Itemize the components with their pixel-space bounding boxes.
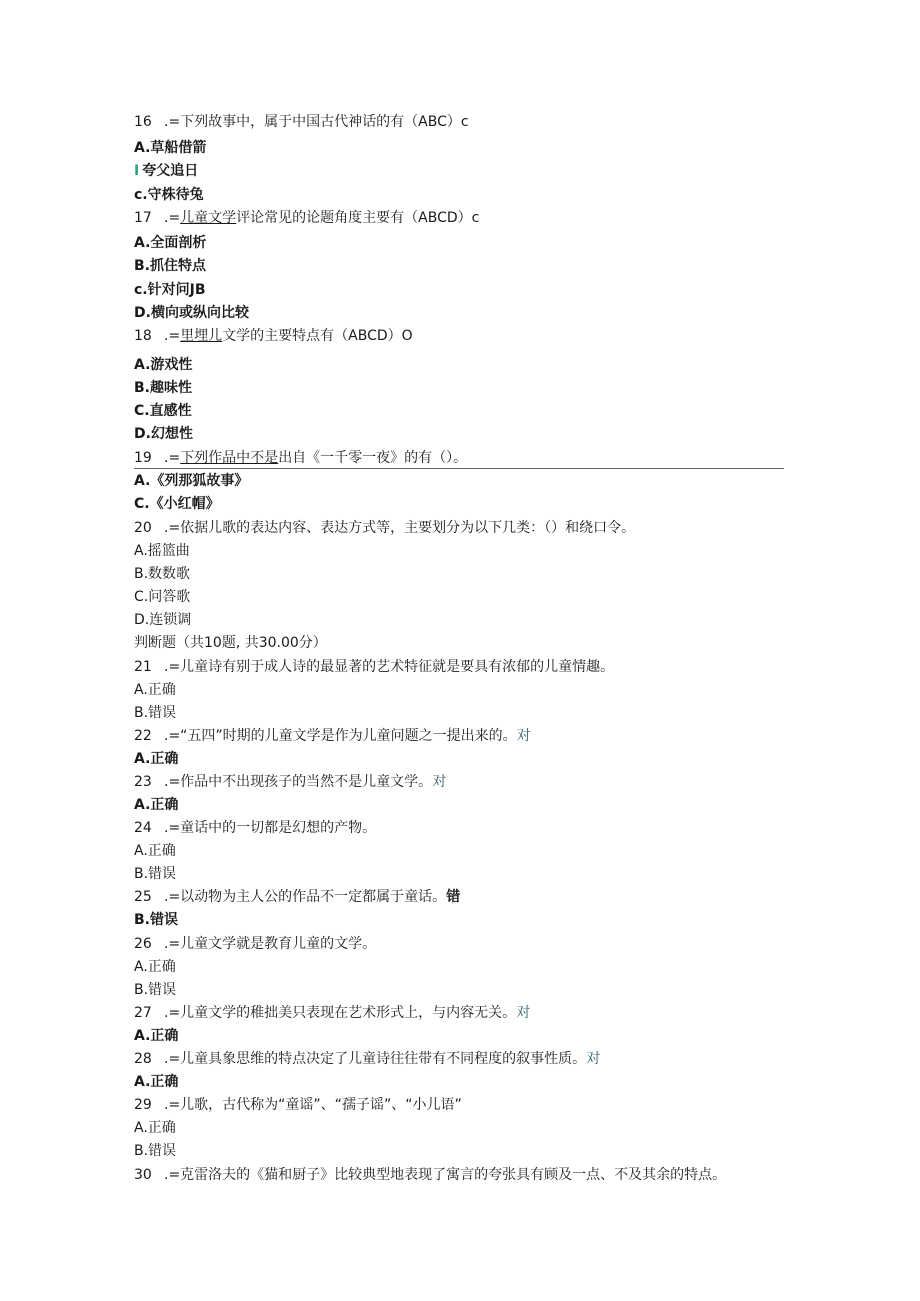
question-number: 21 — [134, 659, 152, 675]
question-number: 22 — [134, 728, 152, 744]
option-a: A.游戏性 — [134, 357, 193, 373]
question-number: 24 — [134, 820, 152, 836]
answer-mark: 对 — [516, 728, 531, 744]
option-c: c.守株待兔 — [134, 187, 204, 203]
answer-mark: 对 — [516, 1005, 531, 1021]
question-number: 29 — [134, 1097, 152, 1113]
question-text: .=下列故事中，属于中国古代神话的有（ABC）c — [164, 114, 469, 130]
option-a: A.正确 — [134, 1074, 179, 1090]
option-a: A.摇篮曲 — [134, 543, 190, 559]
question-22 — [134, 726, 531, 746]
question-30 — [134, 1165, 726, 1185]
question-27 — [134, 1003, 530, 1023]
question-18 — [134, 326, 413, 346]
question-number: 28 — [134, 1051, 152, 1067]
option-d: D.幻想性 — [134, 426, 193, 442]
answer-mark: 对 — [586, 1051, 601, 1067]
question-number: 25 — [134, 889, 152, 905]
question-28 — [134, 1049, 600, 1069]
question-20 — [134, 518, 635, 538]
question-text: 评论常见的论题角度主要有（ABCD）c — [236, 210, 480, 226]
question-text: .=儿童诗有别于成人诗的最显著的艺术特征就是要具有浓郁的儿童情趣。 — [164, 659, 615, 675]
question-text: .=“五四”时期的儿童文学是作为儿童问题之一提出来的。 — [164, 728, 517, 744]
option-a: A.正确 — [134, 797, 179, 813]
question-23 — [134, 772, 446, 792]
option-a: A.草船借箭 — [134, 140, 207, 156]
option-b-label: 夸父追日 — [142, 163, 199, 179]
option-b: B.数数歌 — [134, 566, 191, 582]
question-text: .=以动物为主人公的作品不一定都属于童话。 — [164, 889, 447, 905]
question-text: .=儿童具象思维的特点决定了儿童诗往往带有不同程度的叙事性质。 — [164, 1051, 587, 1067]
option-a: A.正确 — [134, 1120, 176, 1136]
question-text: .=克雷洛夫的《猫和厨子》比较典型地表现了寓言的夸张具有顾及一点、不及其余的特点。 — [164, 1167, 727, 1183]
question-underlined-text: 下列作品中不是 — [180, 450, 279, 466]
horizontal-rule — [134, 468, 784, 469]
question-number: 17 — [134, 210, 152, 226]
option-a: A.全面剖析 — [134, 235, 207, 251]
question-24 — [134, 818, 376, 838]
question-number: 19 — [134, 450, 152, 466]
option-b: B.错误 — [134, 982, 177, 998]
question-16 — [134, 112, 469, 132]
option-a: A.正确 — [134, 682, 176, 698]
option-a: A.《列那狐故事》 — [134, 473, 249, 489]
option-b: B.错误 — [134, 1143, 177, 1159]
question-number: 23 — [134, 774, 152, 790]
question-prefix: .= — [164, 450, 181, 466]
question-17 — [134, 208, 479, 228]
question-19 — [134, 448, 467, 468]
question-prefix: .= — [164, 210, 181, 226]
option-b: B.错误 — [134, 912, 178, 928]
question-text: .=作品中不出现孩子的当然不是儿童文学。 — [164, 774, 433, 790]
question-text: .=儿童文学的稚拙美只表现在艺术形式上，与内容无关。 — [164, 1005, 517, 1021]
option-b: B.趣味性 — [134, 380, 192, 396]
question-underlined-text: 里埋儿 — [180, 328, 223, 344]
question-number: 16 — [134, 114, 152, 130]
option-b: B.错误 — [134, 866, 177, 882]
option-a: A.正确 — [134, 959, 176, 975]
option-a: A.正确 — [134, 1028, 179, 1044]
question-29 — [134, 1095, 462, 1115]
question-21 — [134, 657, 614, 677]
question-text: .=童话中的一切都是幻想的产物。 — [164, 820, 377, 836]
question-text: 文学的主要特点有（ABCD）O — [222, 328, 413, 344]
question-number: 30 — [134, 1167, 152, 1183]
option-a: A.正确 — [134, 751, 179, 767]
option-b: B.错误 — [134, 705, 177, 721]
question-text: 出自《一千零一夜》的有（）。 — [278, 450, 468, 466]
option-b — [134, 161, 198, 181]
option-c: C.《小红帽》 — [134, 496, 220, 512]
question-25 — [134, 887, 460, 907]
question-number: 26 — [134, 936, 152, 952]
answer-mark: 对 — [432, 774, 447, 790]
section-heading: 判断题（共10题, 共30.00分） — [134, 635, 327, 651]
option-a: A.正确 — [134, 843, 176, 859]
question-underlined-text: 儿童文学 — [180, 210, 237, 226]
option-c: C.直感性 — [134, 403, 192, 419]
option-c: c.针对问JB — [134, 282, 206, 298]
question-text: .=依据儿歌的表达内容、表达方式等，主要划分为以下几类：（）和绕口令。 — [164, 520, 636, 536]
option-d: D.连锁调 — [134, 612, 192, 628]
question-number: 27 — [134, 1005, 152, 1021]
option-b: B.抓住特点 — [134, 258, 206, 274]
question-text: .=儿童文学就是教育儿童的文学。 — [164, 936, 377, 952]
question-prefix: .= — [164, 328, 181, 344]
option-d: D.横向或纵向比较 — [134, 305, 249, 321]
question-26 — [134, 934, 376, 954]
question-number: 18 — [134, 328, 152, 344]
answer-mark: 错 — [446, 889, 461, 905]
option-marker: I — [134, 163, 140, 179]
question-text: .=儿歌，古代称为“童谣”、“孺子谣”、“小儿语” — [164, 1097, 462, 1113]
question-number: 20 — [134, 520, 152, 536]
option-c: C.问答歌 — [134, 589, 191, 605]
